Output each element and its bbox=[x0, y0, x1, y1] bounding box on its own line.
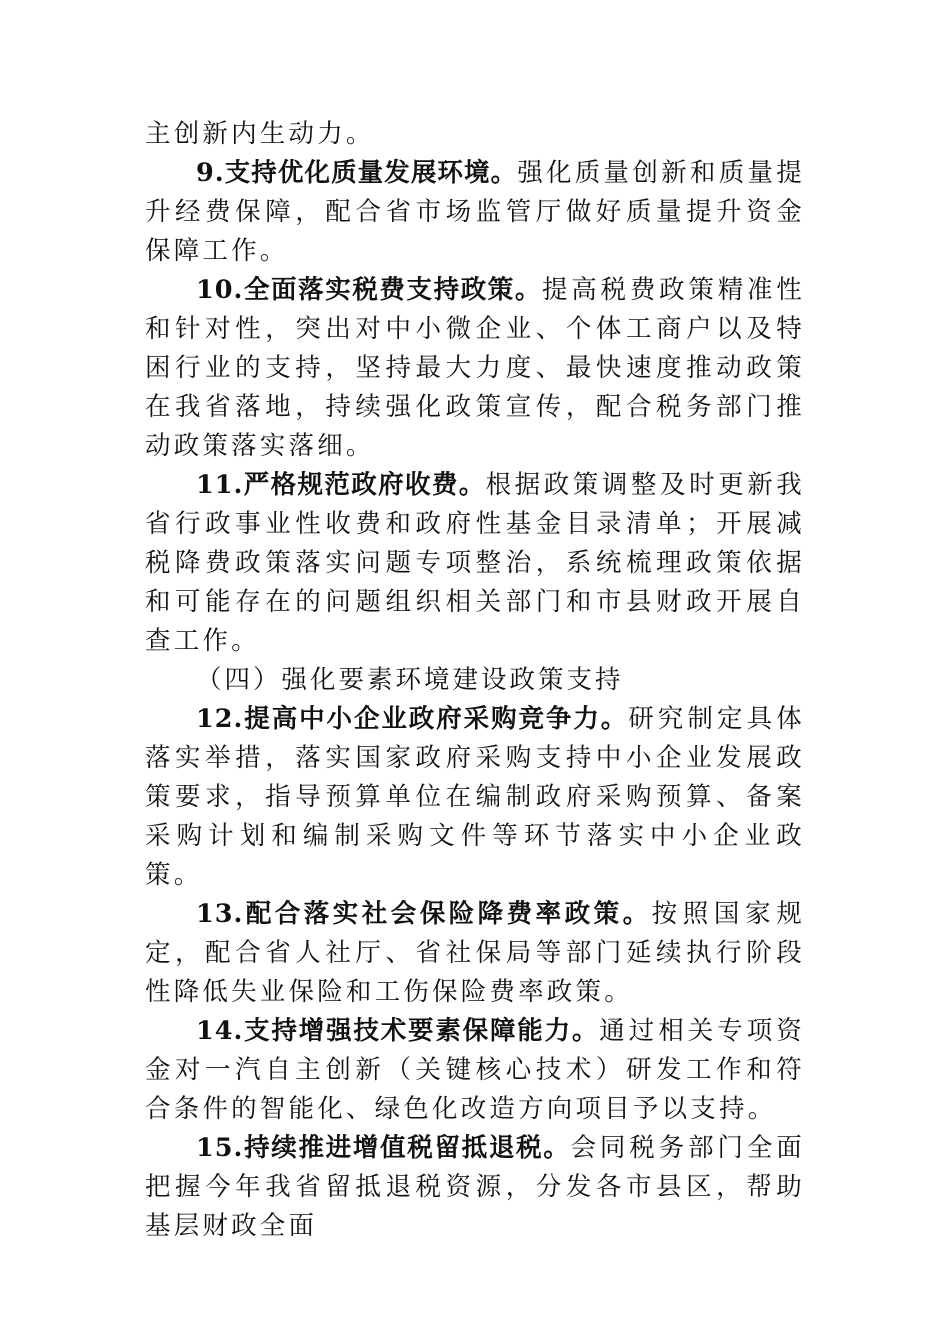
item-14 bbox=[145, 1012, 805, 1129]
item-11 bbox=[145, 466, 805, 661]
item-14-title: 14.支持增强技术要素保障能力。 bbox=[196, 1016, 600, 1046]
item-14-body: 通过相关专项资金对一汽自主创新（关键核心技术）研发工作和符合条件的智能化、绿色化改造方向项目予以支持。 bbox=[145, 1016, 805, 1124]
item-9 bbox=[145, 154, 805, 271]
item-12-body: 研究制定具体落实举措，落实国家政府采购支持中小企业发展政策要求，指导预算单位在编制政府采购预算、备案采购计划和编制采购文件等环节落实中小企业政策。 bbox=[145, 704, 805, 890]
item-11-title: 11.严格规范政府收费。 bbox=[196, 470, 486, 500]
section-heading: （四）强化要素环境建设政策支持 bbox=[196, 665, 624, 695]
item-15 bbox=[145, 1129, 805, 1246]
item-10-title: 10.全面落实税费支持政策。 bbox=[196, 275, 542, 305]
document-page bbox=[145, 115, 805, 1246]
continuation-text: 主创新内生动力。 bbox=[145, 119, 375, 149]
item-12 bbox=[145, 700, 805, 895]
item-10-body: 提高税费政策精准性和针对性，突出对中小微企业、个体工商户以及特困行业的支持，坚持最大力度、最快速度推动政策在我省落地，持续强化政策宣传，配合税务部门推动政策落实落细。 bbox=[145, 275, 805, 461]
item-9-title: 9.支持优化质量发展环境。 bbox=[196, 158, 518, 188]
item-15-body: 会同税务部门全面把握今年我省留抵退税资源，分发各市县区，帮助基层财政全面 bbox=[145, 1133, 805, 1241]
item-15-title: 15.持续推进增值税留抵退税。 bbox=[196, 1133, 571, 1163]
item-10 bbox=[145, 271, 805, 466]
item-13-body: 按照国家规定，配合省人社厅、省社保局等部门延续执行阶段性降低失业保险和工伤保险费率政策。 bbox=[145, 899, 805, 1007]
item-13 bbox=[145, 895, 805, 1012]
item-12-title: 12.提高中小企业政府采购竞争力。 bbox=[196, 704, 629, 734]
item-11-body: 根据政策调整及时更新我省行政事业性收费和政府性基金目录清单；开展减税降费政策落实问题专项整治，系统梳理政策依据和可能存在的问题组织相关部门和市县财政开展自查工作。 bbox=[145, 470, 805, 656]
item-13-title: 13.配合落实社会保险降费率政策。 bbox=[196, 899, 652, 929]
item-9-body: 强化质量创新和质量提升经费保障，配合省市场监管厅做好质量提升资金保障工作。 bbox=[145, 158, 805, 266]
